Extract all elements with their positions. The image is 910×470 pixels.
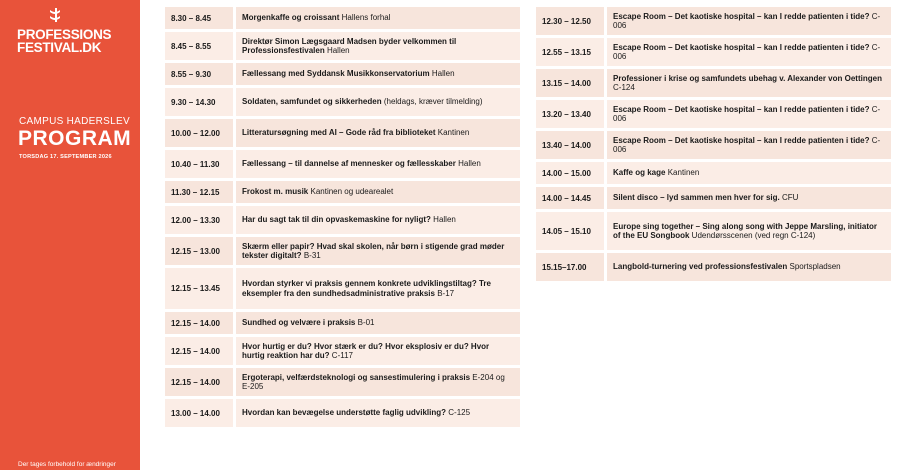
schedule-description [607, 7, 891, 35]
schedule-row [536, 253, 891, 281]
schedule-description [607, 69, 891, 97]
schedule-description [236, 63, 520, 85]
sidebar [0, 0, 140, 470]
session-title: Fællessang med Syddansk Musikkonservatorium [242, 69, 430, 79]
session-location: Udendørsscenen (ved regn C-124) [691, 231, 816, 240]
session-title: Professioner i krise og samfundets ubehag v. Alexander von Oettingen [613, 73, 882, 83]
schedule-description [607, 100, 891, 128]
session-location: C-124 [613, 83, 635, 92]
schedule-row [165, 32, 520, 60]
session-title: Escape Room – Det kaotiske hospital – kan I redde patienten i tide? [613, 135, 870, 145]
session-title: Escape Room – Det kaotiske hospital – kan I redde patienten i tide? [613, 104, 870, 114]
session-location: E-204 og E-205 [242, 372, 505, 391]
schedule-description [236, 206, 520, 234]
schedule-time: 14.05 – 15.10 [536, 212, 604, 250]
session-location: Kantinen [437, 128, 470, 138]
schedule-description [607, 253, 891, 281]
schedule-row [536, 38, 891, 66]
disclaimer-footnote: Der tages forbehold for ændringer [18, 461, 116, 468]
schedule-row [165, 88, 520, 116]
session-title: Hvordan kan bevægelse understøtte faglig udvikling? [242, 408, 447, 418]
schedule-row [165, 119, 520, 147]
schedule-time: 12.15 – 13.45 [165, 268, 233, 309]
schedule-time: 12.15 – 14.00 [165, 368, 233, 396]
schedule-row [165, 181, 520, 203]
session-location: Kantinen og udearealet [310, 187, 394, 197]
session-title: Direktør Simon Lægsgaard Madsen byder velkommen til Professionsfestivalen [242, 36, 457, 55]
session-location: Sportspladsen [789, 262, 841, 272]
program-column-right [536, 7, 891, 284]
session-title: Langbold-turnering ved professionsfestivalen [613, 262, 788, 272]
session-title: Kaffe og kage [613, 168, 666, 178]
schedule-description [236, 181, 520, 203]
schedule-time: 11.30 – 12.15 [165, 181, 233, 203]
schedule-time: 13.20 – 13.40 [536, 100, 604, 128]
session-title: Litteratursøgning med AI – Gode råd fra biblioteket [242, 128, 436, 138]
schedule-row [165, 368, 520, 396]
session-location: (heldags, kræver tilmelding) [383, 97, 483, 107]
schedule-time: 10.40 – 11.30 [165, 150, 233, 178]
schedule-description [236, 268, 520, 309]
schedule-time: 12.15 – 14.00 [165, 337, 233, 365]
schedule-description [236, 119, 520, 147]
session-location: B-01 [357, 318, 375, 328]
schedule-row [536, 69, 891, 97]
schedule-time: 12.15 – 13.00 [165, 237, 233, 265]
schedule-row [165, 399, 520, 427]
schedule-time: 13.40 – 14.00 [536, 131, 604, 159]
session-location: C-125 [448, 408, 471, 418]
session-location: Kantinen [667, 168, 700, 178]
logo-line-2: FESTIVAL.DK [17, 40, 102, 55]
session-location: Hallen [433, 215, 456, 225]
session-title: Fællessang – til dannelse af mennesker og fællesskaber [242, 159, 456, 169]
session-location: CFU [781, 193, 799, 203]
schedule-row [536, 162, 891, 184]
schedule-row [536, 131, 891, 159]
schedule-time: 10.00 – 12.00 [165, 119, 233, 147]
schedule-time: 14.00 – 15.00 [536, 162, 604, 184]
schedule-row [165, 63, 520, 85]
session-location: B-31 [303, 251, 321, 260]
schedule-row [165, 150, 520, 178]
schedule-time: 8.45 – 8.55 [165, 32, 233, 60]
session-title: Silent disco – lyd sammen men hver for sig. [613, 193, 780, 203]
session-location: C-117 [331, 351, 353, 360]
schedule-row [536, 100, 891, 128]
session-title: Har du sagt tak til din opvaskemaskine for nyligt? [242, 215, 431, 225]
campus-label: CAMPUS HADERSLEV [19, 116, 130, 127]
session-location: B-17 [437, 288, 455, 298]
schedule-time: 8.55 – 9.30 [165, 63, 233, 85]
session-location: Hallen [326, 46, 350, 55]
schedule-description [607, 187, 891, 209]
session-title: Morgenkaffe og croissant [242, 13, 340, 23]
session-title: Frokost m. musik [242, 187, 309, 197]
session-title: Soldaten, samfundet og sikkerheden [242, 97, 382, 107]
schedule-row [165, 312, 520, 334]
schedule-description [236, 88, 520, 116]
program-title: PROGRAM [18, 127, 132, 150]
schedule-time: 12.15 – 14.00 [165, 312, 233, 334]
schedule-time: 13.00 – 14.00 [165, 399, 233, 427]
schedule-time: 14.00 – 14.45 [536, 187, 604, 209]
session-location: Hallen [458, 159, 481, 169]
session-location: C-006 [613, 104, 881, 123]
session-title: Escape Room – Det kaotiske hospital – kan I redde patienten i tide? [613, 42, 870, 52]
session-title: Europe sing together – Sing along song with Jeppe Marsling, initiator of the EU Songbook [613, 221, 878, 240]
program-column-left [165, 7, 520, 430]
session-title: Ergoterapi, velfærdsteknologi og sansestimulering i praksis [242, 372, 471, 382]
session-title: Skærm eller papir? Hvad skal skolen, når børn i stigende grad møder tekster digitalt? [242, 241, 505, 260]
logo-line-1: PROFESSIONS [17, 27, 112, 42]
schedule-time: 9.30 – 14.30 [165, 88, 233, 116]
schedule-time: 8.30 – 8.45 [165, 7, 233, 29]
session-location: Hallen [431, 69, 455, 79]
session-title: Hvordan styrker vi praksis gennem konkrete udviklingstiltag? Tre eksempler fra den sundhedsadministrative praksis [242, 279, 491, 298]
schedule-description [236, 337, 520, 365]
schedule-time: 12.00 – 13.30 [165, 206, 233, 234]
schedule-description [236, 237, 520, 265]
schedule-description [607, 212, 891, 250]
session-location: C-006 [613, 11, 881, 30]
schedule-description [236, 399, 520, 427]
schedule-description [607, 162, 891, 184]
schedule-time: 12.30 – 12.50 [536, 7, 604, 35]
session-location: Hallens forhal [341, 13, 391, 23]
schedule-description [236, 7, 520, 29]
schedule-row [536, 212, 891, 250]
schedule-description [236, 150, 520, 178]
schedule-description [236, 32, 520, 60]
schedule-description [607, 38, 891, 66]
schedule-row [165, 268, 520, 309]
session-location: C-006 [613, 135, 881, 154]
schedule-row [165, 237, 520, 265]
schedule-time: 15.15–17.00 [536, 253, 604, 281]
schedule-row [165, 206, 520, 234]
schedule-time: 12.55 – 13.15 [536, 38, 604, 66]
session-title: Escape Room – Det kaotiske hospital – kan I redde patienten i tide? [613, 11, 870, 21]
session-title: Sundhed og velvære i praksis [242, 318, 356, 328]
session-location: C-006 [613, 42, 881, 61]
schedule-row [165, 337, 520, 365]
schedule-time: 13.15 – 14.00 [536, 69, 604, 97]
schedule-row [536, 187, 891, 209]
schedule-description [236, 368, 520, 396]
event-date: TORSDAG 17. SEPTEMBER 2026 [19, 154, 112, 160]
schedule-description [236, 312, 520, 334]
schedule-row [165, 7, 520, 29]
schedule-description [607, 131, 891, 159]
schedule-row [536, 7, 891, 35]
session-title: Hvor hurtig er du? Hvor stærk er du? Hvor eksplosiv er du? Hvor hurtig reaktion har du? [242, 341, 490, 360]
